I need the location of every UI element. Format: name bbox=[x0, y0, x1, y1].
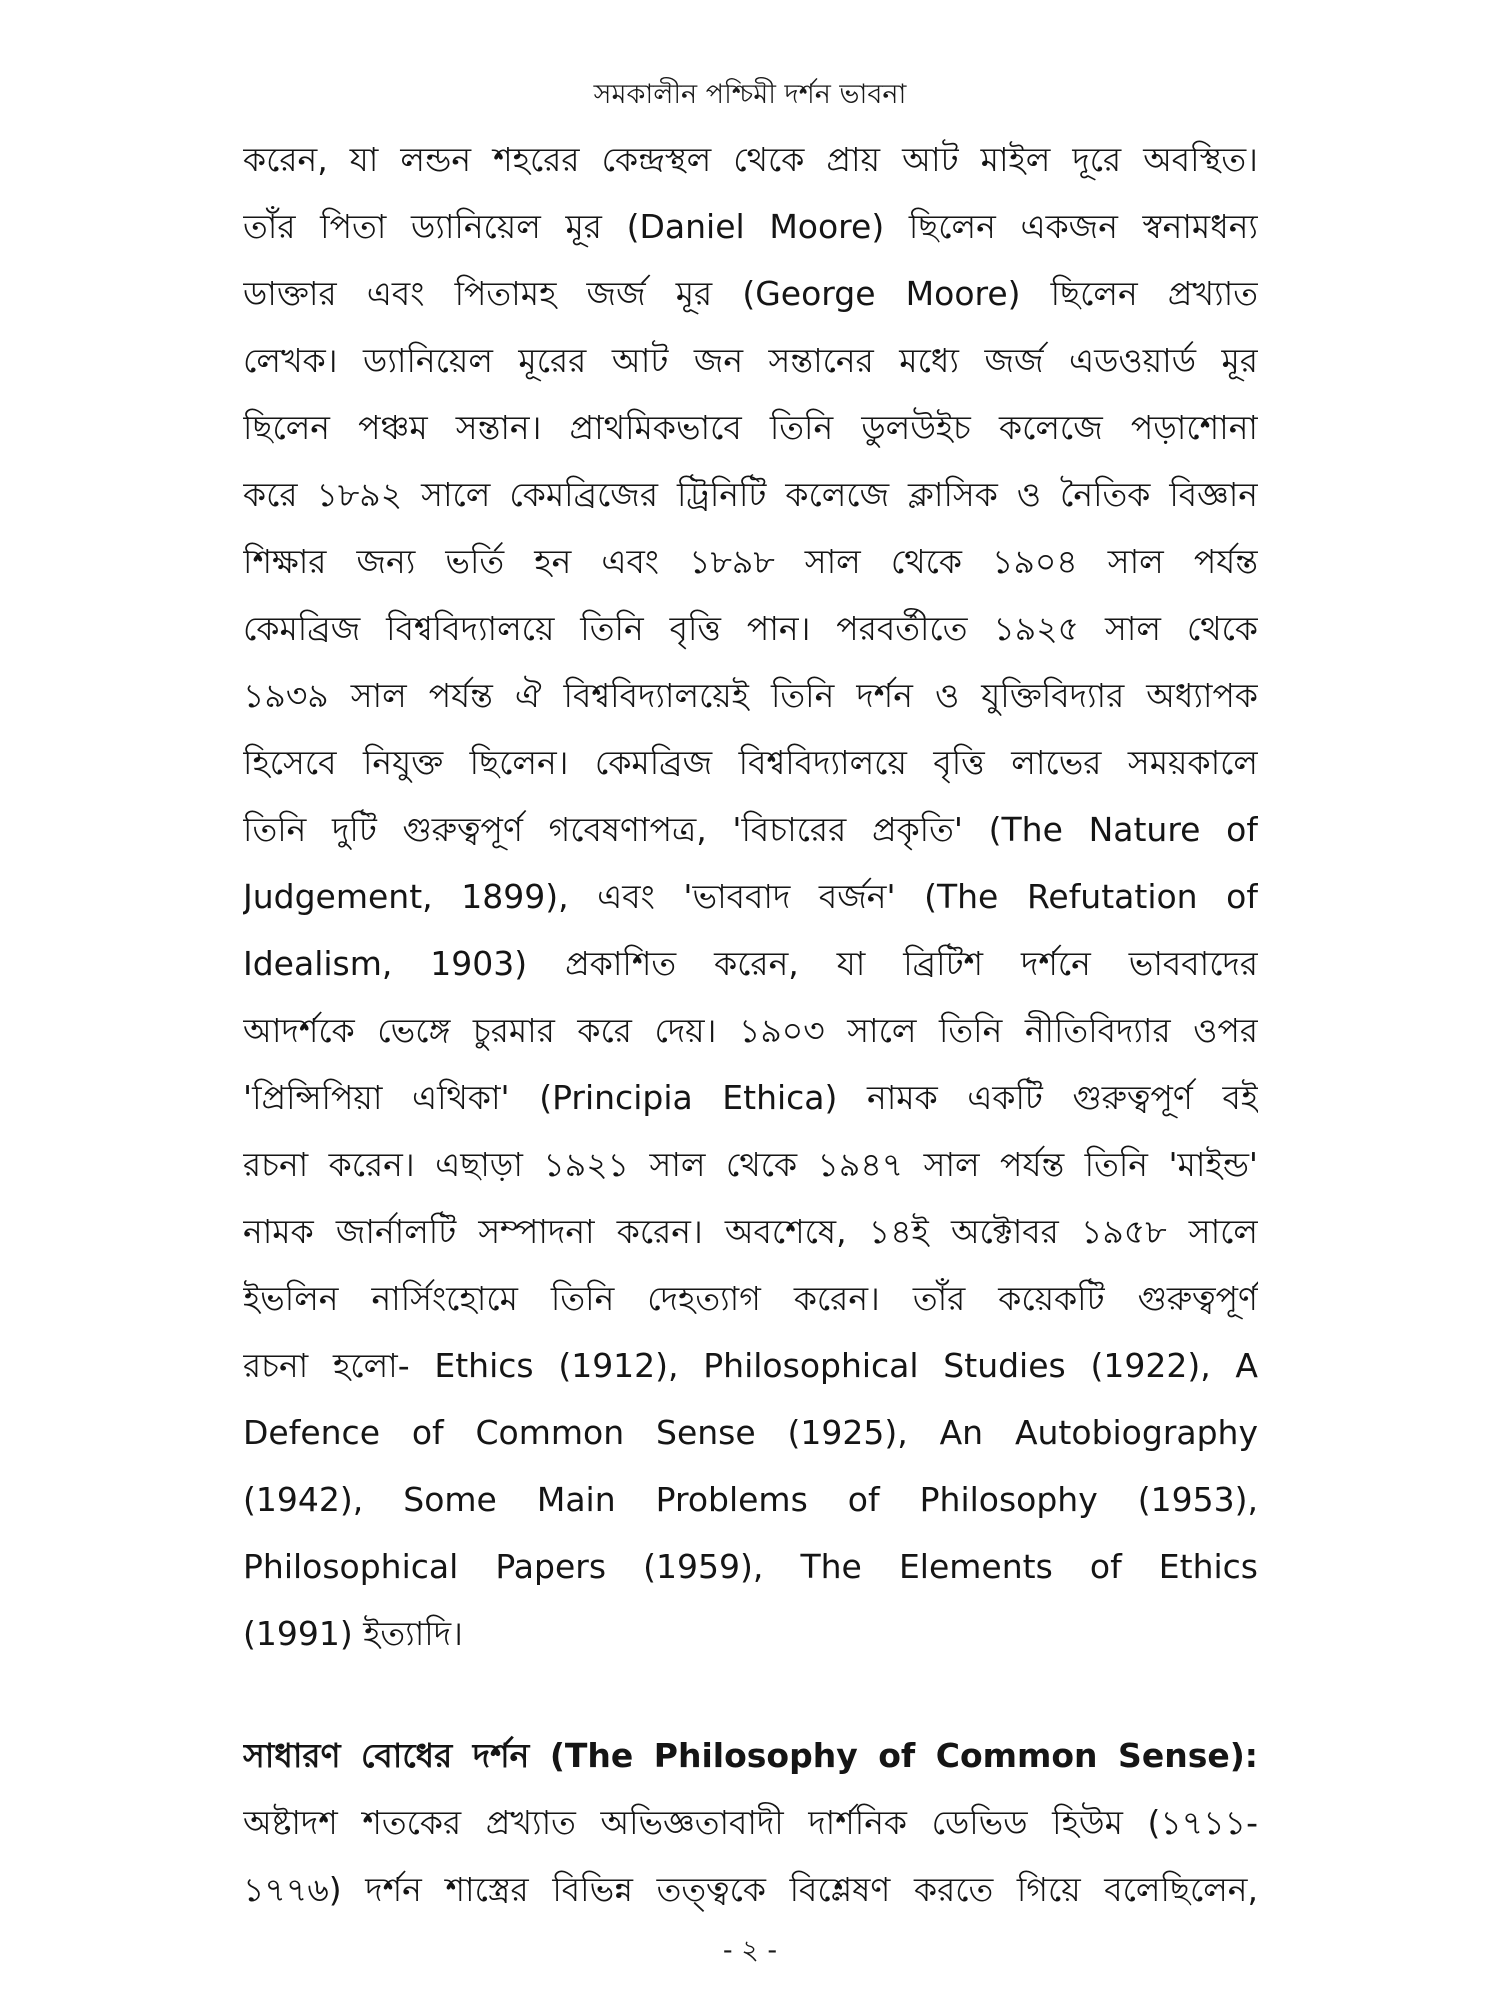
text-line: তাঁর পিতা ড্যানিয়েল মূর (Daniel Moore) ছিলেন একজন স্বনামধন্য bbox=[243, 207, 1258, 246]
text-line: Idealism, 1903) প্রকাশিত করেন, যা ব্রিটিশ দর্শনে ভাববাদের bbox=[243, 944, 1258, 983]
running-head: সমকালীন পশ্চিমী দর্শন ভাবনা bbox=[593, 79, 907, 110]
paragraph bbox=[243, 126, 1258, 1667]
text-line: হিসেবে নিযুক্ত ছিলেন। কেমব্রিজ বিশ্ববিদ্যালয়ে বৃত্তি লাভের সময়কালে bbox=[243, 743, 1258, 782]
text-line: ১৭৭৬) দর্শন শাস্ত্রের বিভিন্ন তত্ত্বকে বিশ্লেষণ করতে গিয়ে বলেছিলেন, bbox=[243, 1870, 1258, 1909]
text-line: ইভলিন নার্সিংহোমে তিনি দেহত্যাগ করেন। তাঁর কয়েকটি গুরুত্বপূর্ণ bbox=[243, 1279, 1258, 1318]
text-line: ডাক্তার এবং পিতামহ জর্জ মূর (George Moore) ছিলেন প্রখ্যাত bbox=[243, 274, 1258, 313]
text-line: কেমব্রিজ বিশ্ববিদ্যালয়ে তিনি বৃত্তি পান। পরবর্তীতে ১৯২৫ সাল থেকে bbox=[243, 609, 1258, 648]
text-line: Philosophical Papers (1959), The Elements of Ethics bbox=[243, 1547, 1258, 1586]
text-line: শিক্ষার জন্য ভর্তি হন এবং ১৮৯৮ সাল থেকে ১৯০৪ সাল পর্যন্ত bbox=[243, 542, 1258, 581]
text-line: (1942), Some Main Problems of Philosophy (1953), bbox=[243, 1480, 1258, 1519]
text-line: করে ১৮৯২ সালে কেমব্রিজের ট্রিনিটি কলেজে ক্লাসিক ও নৈতিক বিজ্ঞান bbox=[243, 475, 1258, 514]
text-line: (1991) ইত্যাদি। bbox=[243, 1614, 463, 1653]
text-line: 'প্রিন্সিপিয়া এথিকা' (Principia Ethica) নামক একটি গুরুত্বপূর্ণ বই bbox=[243, 1078, 1258, 1117]
text-line: অষ্টাদশ শতকের প্রখ্যাত অভিজ্ঞতাবাদী দার্শনিক ডেভিড হিউম (১৭১১- bbox=[243, 1803, 1258, 1842]
text-line: লেখক। ড্যানিয়েল মূরের আট জন সন্তানের মধ্যে জর্জ এডওয়ার্ড মূর bbox=[243, 341, 1258, 380]
text-line: Judgement, 1899), এবং 'ভাববাদ বর্জন' (The Refutation of bbox=[243, 877, 1258, 916]
page-body bbox=[243, 126, 1258, 1923]
text-line: ১৯৩৯ সাল পর্যন্ত ঐ বিশ্ববিদ্যালয়েই তিনি দর্শন ও যুক্তিবিদ্যার অধ্যাপক bbox=[243, 676, 1258, 715]
text-line: ছিলেন পঞ্চম সন্তান। প্রাথমিকভাবে তিনি ডুলউইচ কলেজে পড়াশোনা bbox=[243, 408, 1258, 447]
section bbox=[243, 1722, 1258, 1923]
section-heading: সাধারণ বোধের দর্শন (The Philosophy of Common Sense): bbox=[243, 1736, 1258, 1775]
text-line: রচনা হলো- Ethics (1912), Philosophical Studies (1922), A bbox=[243, 1346, 1258, 1385]
text-line: আদর্শকে ভেঙ্গে চুরমার করে দেয়। ১৯০৩ সালে তিনি নীতিবিদ্যার ওপর bbox=[243, 1011, 1258, 1050]
page-number: - ২ - bbox=[722, 1935, 778, 1966]
text-line: নামক জার্নালটি সম্পাদনা করেন। অবশেষে, ১৪ই অক্টোবর ১৯৫৮ সালে bbox=[243, 1212, 1258, 1251]
text-line: তিনি দুটি গুরুত্বপূর্ণ গবেষণাপত্র, 'বিচারের প্রকৃতি' (The Nature of bbox=[243, 810, 1258, 849]
text-line: করেন, যা লন্ডন শহরের কেন্দ্রস্থল থেকে প্রায় আট মাইল দূরে অবস্থিত। bbox=[243, 140, 1258, 179]
text-line: রচনা করেন। এছাড়া ১৯২১ সাল থেকে ১৯৪৭ সাল পর্যন্ত তিনি 'মাইন্ড' bbox=[243, 1145, 1258, 1184]
text-line: Defence of Common Sense (1925), An Autobiography bbox=[243, 1413, 1258, 1452]
